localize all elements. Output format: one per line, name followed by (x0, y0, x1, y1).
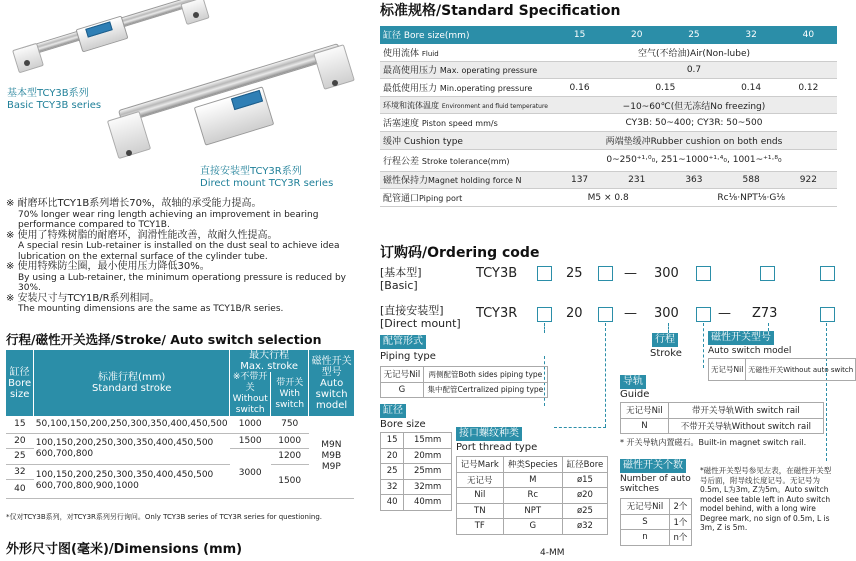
stroke-header-standard: 标准行程(mm) Standard stroke (34, 350, 230, 416)
stroke-table (6, 350, 354, 499)
table-row: 25 25mm (381, 464, 452, 480)
stroke-footnote: *仅对TCY3B系列，对TCY3R系列另行询问。Only TCY3B series of TCY3R series for questioning. (6, 513, 323, 521)
code-box (760, 266, 775, 281)
table-row: TN NPT ø25 (457, 503, 608, 519)
table-row: 15 50,100,150,200,250,300,350,400,450,500 1000 750 M9N M9B M9P (6, 416, 354, 433)
switch-count-en: Number of auto switches (620, 474, 691, 494)
table-row: n n个 (621, 530, 692, 546)
page-number: 4-MM (540, 548, 565, 558)
stroke-section-title: 行程/磁性开关选择/Stroke/ Auto switch selection (6, 332, 322, 347)
direct-series-cn: 直接安装型TCY3R系列 (200, 166, 302, 177)
switch-count-table (620, 498, 692, 546)
table-row: 无记号Nil 无磁性开关Without auto switch (709, 359, 856, 381)
table-row: 行程公差 Stroke tolerance(mm) 0~250⁺¹·⁰₀, 251~1000⁺¹·⁴₀, 1001~⁺¹·⁸₀ (380, 149, 837, 171)
port-thread-table (456, 456, 608, 535)
table-row: 环境和流体温度 Environment and fluid temperature −10~60℃(但无冻结No freezing) (380, 96, 837, 114)
stroke-header-without: ※不带开关 Without switch (230, 372, 271, 416)
basic-prefix: TCY3B (476, 266, 518, 281)
table-row: 缓冲 Cushion type 两端垫缓冲Rubber cushion on both ends (380, 132, 837, 150)
stroke-header-bore: 缸径 Bore size (6, 350, 34, 416)
piping-table (380, 366, 548, 398)
table-row: 配管通口Piping port M5 × 0.8 Rc¹⁄₈·NPT¹⁄₈·G¹⁄₈ (380, 189, 837, 207)
piping-type-title: 配管形式 (380, 335, 426, 349)
guide-en: Guide (620, 389, 650, 400)
table-row: 40 (6, 479, 354, 498)
table-row: 20 100,150,200,250,300,350,400,450,500 600,700,800 1500 1000 (6, 433, 354, 448)
table-row: 20 20mm (381, 448, 452, 464)
guide-table (620, 402, 824, 434)
basic-series-cn: 基本型TCY3B系列 (7, 88, 89, 99)
direct-stroke-code: 300 (654, 306, 679, 321)
table-row: 无记号Nil 带开关导轨With switch rail (621, 403, 824, 419)
code-box (598, 266, 613, 281)
direct-series-label (200, 166, 333, 190)
table-row: 使用流体 Fluid 空气(不给油)Air(Non-lube) (380, 44, 837, 62)
table-row: S 1个 (621, 514, 692, 530)
ordering-title: 订购码/Ordering code (380, 245, 540, 261)
spec-title: 标准规格/Standard Specification (380, 3, 621, 19)
basic-type-label: [基本型] [Basic] (380, 266, 422, 292)
switch-model-table (708, 358, 856, 381)
table-row: 最低使用压力 Min.operating pressure 0.16 0.15 0.14 0.12 (380, 79, 837, 97)
stroke-header-max: 最大行程 Max. stroke (230, 350, 309, 372)
table-row: 25 3000 1200 (6, 448, 354, 464)
code-box (537, 307, 552, 322)
table-row: 记号Mark 种类Species 缸径Bore (457, 457, 608, 473)
stroke-header-model: 磁性开关 型号 Auto switch model (309, 350, 354, 416)
code-dash: — (624, 306, 637, 321)
table-row: 15 15mm (381, 433, 452, 449)
direct-switch-code: Z73 (752, 306, 778, 321)
feature-item: ※ 使用了特殊树脂的耐磨环，润滑性能改善，故耐久性提高。 A special resin Lub-retainer is installed on the dust seal to achieve idea lubrication on the external surface of the cylinder tube. (6, 229, 340, 262)
code-box (537, 266, 552, 281)
features-list (6, 199, 366, 315)
feature-item: ※ 耐磨环比TCY1B系列增长70%，故轴的承受能力提高。 70% longer wear ring length achieving an improvement in bearing performance compared to TCY1B. (6, 198, 319, 230)
basic-series-label (7, 88, 101, 112)
switch-model-title: 磁性开关型号 (708, 331, 774, 345)
table-row: N 不带开关导轨Without switch rail (621, 418, 824, 434)
table-row: 无记号Nil 两侧配管Both sides piping type (381, 367, 548, 383)
spec-table (380, 26, 837, 207)
switch-model-en: Auto switch model (708, 346, 792, 356)
code-box (696, 307, 711, 322)
table-row: 32 32mm (381, 479, 452, 495)
switch-note: *磁性开关型号参见左表，在磁性开关型号后面，附导线长度记号。无记号为0.5m, L为3m, Z为5m。Auto switch model see table left in Auto switch model behind, with a long wire Degree mark, no sign of 0.5m, L is 3m, Z is 5m. (700, 466, 832, 532)
table-row: 活塞速度 Piston speed mm/s CY3B: 50~400; CY3R: 50~500 (380, 114, 837, 132)
direct-type-label: [直接安装型] [Direct mount] (380, 304, 461, 330)
port-thread-title: 接口螺纹种类 (456, 427, 522, 441)
feature-item: ※ 使用特殊防尘圈，最小使用压力降低30%。 By using a Lub-retainer, the minimum operationg pressure is reduced by 30%. (6, 261, 347, 293)
direct-series-en: Direct mount TCY3R series (200, 178, 334, 189)
bore-en: Bore size (380, 419, 426, 430)
piping-type-en: Piping type (380, 351, 436, 362)
table-row: TF G ø32 (457, 519, 608, 535)
code-box (820, 307, 835, 322)
guide-note: * 开关导轨内置磁石。Built-in magnet switch rail. (620, 438, 807, 447)
table-row: 32 100,150,200,250,300,350,400,450,500 600,700,800,900,1000 1500 (6, 464, 354, 479)
direct-bore-code: 20 (566, 306, 583, 321)
order-stroke-title: 行程 (652, 333, 678, 347)
bore-title: 缸径 (380, 404, 406, 418)
feature-item: ※ 安装尺寸与TCY1B/R系列相同。 The mounting dimensions are the same as TCY1B/R series. (6, 292, 284, 314)
basic-bore-code: 25 (566, 266, 583, 281)
guide-title: 导轨 (620, 375, 646, 389)
dimensions-title: 外形尺寸图(毫米)/Dimensions (mm) (6, 542, 243, 557)
bore-table (380, 432, 452, 511)
table-row: 磁性保持力Magnet holding force N 137 231 363 588 922 (380, 171, 837, 189)
switch-count-title: 磁性开关个数 (620, 459, 686, 473)
table-row: 无记号 M ø15 (457, 472, 608, 488)
code-box (820, 266, 835, 281)
table-row: Nil Rc ø20 (457, 488, 608, 504)
stroke-header-with: 带开关 With switch (271, 372, 309, 416)
port-thread-en: Port thread type (456, 442, 538, 453)
code-dash: — (718, 306, 731, 321)
table-row: 最高使用压力 Max. operating pressure 0.7 (380, 61, 837, 79)
table-row: 40 40mm (381, 495, 452, 511)
basic-series-en: Basic TCY3B series (7, 100, 102, 111)
table-row: G 集中配管Certralized piping type (381, 382, 548, 398)
code-dash: — (624, 266, 637, 281)
code-box (598, 307, 613, 322)
spec-header-row: 缸径 Bore size(mm) 15 20 25 32 40 (380, 26, 837, 44)
code-box (696, 266, 711, 281)
direct-prefix: TCY3R (476, 306, 518, 321)
order-stroke-en: Stroke (650, 348, 682, 359)
table-row: 无记号Nil 2个 (621, 499, 692, 515)
basic-stroke-code: 300 (654, 266, 679, 281)
